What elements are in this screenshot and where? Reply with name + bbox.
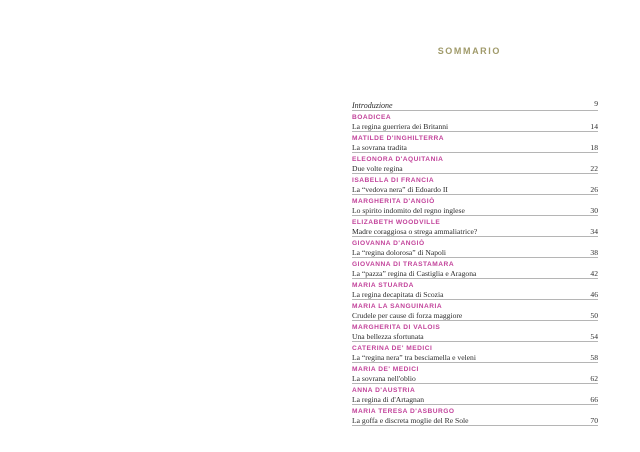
entry-divider — [352, 173, 598, 174]
entry-divider — [352, 341, 598, 342]
entry-queen-name: MARGHERITA D'ANGIÒ — [352, 198, 435, 205]
entry-chapter-title: La “regina nera” tra besciamella e veleni — [352, 353, 476, 362]
entry-page-number: 22 — [590, 164, 598, 173]
entry-queen-name: ELEONORA D'AQUITANIA — [352, 156, 444, 163]
toc-intro-row[interactable] — [352, 97, 598, 111]
entry-queen-name: MARGHERITA DI VALOIS — [352, 324, 441, 331]
toc-entry[interactable] — [352, 281, 598, 300]
entry-chapter-title: Una bellezza sfortunata — [352, 332, 424, 341]
entry-page-number: 38 — [590, 248, 598, 257]
toc-entry[interactable] — [352, 176, 598, 195]
entry-chapter-title: La sovrana tradita — [352, 143, 407, 152]
entry-divider — [352, 257, 598, 258]
entry-divider — [352, 299, 598, 300]
entry-chapter-title: La sovrana nell'oblio — [352, 374, 416, 383]
entry-chapter-title: La regina decapitata di Scozia — [352, 290, 444, 299]
entry-queen-name: GIOVANNA DI TRASTAMARA — [352, 261, 455, 268]
entry-chapter-title: La goffa e discreta moglie del Re Sole — [352, 416, 469, 425]
entry-page-number: 18 — [590, 143, 598, 152]
entry-chapter-title: Lo spirito indomito del regno inglese — [352, 206, 465, 215]
toc-entry[interactable] — [352, 344, 598, 363]
entry-page-number: 46 — [590, 290, 598, 299]
entry-page-number: 34 — [590, 227, 598, 236]
entry-divider — [352, 131, 598, 132]
entry-chapter-title: Crudele per cause di forza maggiore — [352, 311, 463, 320]
entry-chapter-title: La regina guerriera dei Britanni — [352, 122, 449, 131]
toc-entry[interactable] — [352, 239, 598, 258]
entry-queen-name: GIOVANNA D'ANGIÒ — [352, 240, 425, 247]
entry-page-number: 50 — [590, 311, 598, 320]
toc-entry[interactable] — [352, 218, 598, 237]
toc-entry[interactable] — [352, 407, 598, 426]
toc-entry[interactable] — [352, 134, 598, 153]
entry-page-number: 58 — [590, 353, 598, 362]
entry-queen-name: MARIA LA SANGUINARIA — [352, 303, 443, 310]
entry-page-number: 42 — [590, 269, 598, 278]
entry-divider — [352, 215, 598, 216]
entry-page-number: 30 — [590, 206, 598, 215]
entry-chapter-title: La “regina dolorosa” di Napoli — [352, 248, 447, 257]
toc-entry[interactable] — [352, 260, 598, 279]
entry-queen-name: MARIA STUARDA — [352, 282, 414, 289]
toc-entry[interactable] — [352, 323, 598, 342]
entry-divider — [352, 404, 598, 405]
entry-chapter-title: La “vedova nera” di Edoardo II — [352, 185, 448, 194]
entry-page-number: 54 — [590, 332, 598, 341]
entry-divider — [352, 194, 598, 195]
entry-page-number: 62 — [590, 374, 598, 383]
intro-label: Introduzione — [352, 101, 393, 110]
entry-chapter-title: Due volte regina — [352, 164, 403, 173]
entry-page-number: 14 — [590, 122, 598, 131]
entry-queen-name: MATILDE D'INGHILTERRA — [352, 135, 445, 142]
toc-entry[interactable] — [352, 386, 598, 405]
entry-queen-name: BOADICEA — [352, 114, 392, 121]
entry-chapter-title: La “pazza” regina di Castiglia e Aragona — [352, 269, 477, 278]
entry-chapter-title: Madre coraggiosa o strega ammaliatrice? — [352, 227, 478, 236]
entry-page-number: 70 — [590, 416, 598, 425]
entry-page-number: 66 — [590, 395, 598, 404]
entry-chapter-title: La regina di d'Artagnan — [352, 395, 425, 404]
intro-page-number: 9 — [594, 99, 598, 108]
toc-entry[interactable] — [352, 365, 598, 384]
entry-divider — [352, 425, 598, 426]
entry-divider — [352, 278, 598, 279]
entry-queen-name: MARIA TERESA D'ASBURGO — [352, 408, 455, 415]
entry-queen-name: ANNA D'AUSTRIA — [352, 387, 416, 394]
entry-queen-name: ISABELLA DI FRANCIA — [352, 177, 435, 184]
toc-entry[interactable] — [352, 113, 598, 132]
toc-entry[interactable] — [352, 302, 598, 321]
page-heading: SOMMARIO — [437, 46, 501, 56]
entry-page-number: 26 — [590, 185, 598, 194]
toc-entry[interactable] — [352, 155, 598, 174]
entry-divider — [352, 320, 598, 321]
entry-divider — [352, 383, 598, 384]
entry-divider — [352, 362, 598, 363]
entry-divider — [352, 236, 598, 237]
entry-queen-name: MARIA DE' MEDICI — [352, 366, 419, 373]
toc-entry[interactable] — [352, 197, 598, 216]
toc-entries — [352, 113, 598, 426]
entry-queen-name: ELIZABETH WOODVILLE — [352, 219, 441, 226]
entry-queen-name: CATERINA DE' MEDICI — [352, 345, 433, 352]
table-of-contents — [352, 97, 598, 428]
entry-divider — [352, 152, 598, 153]
